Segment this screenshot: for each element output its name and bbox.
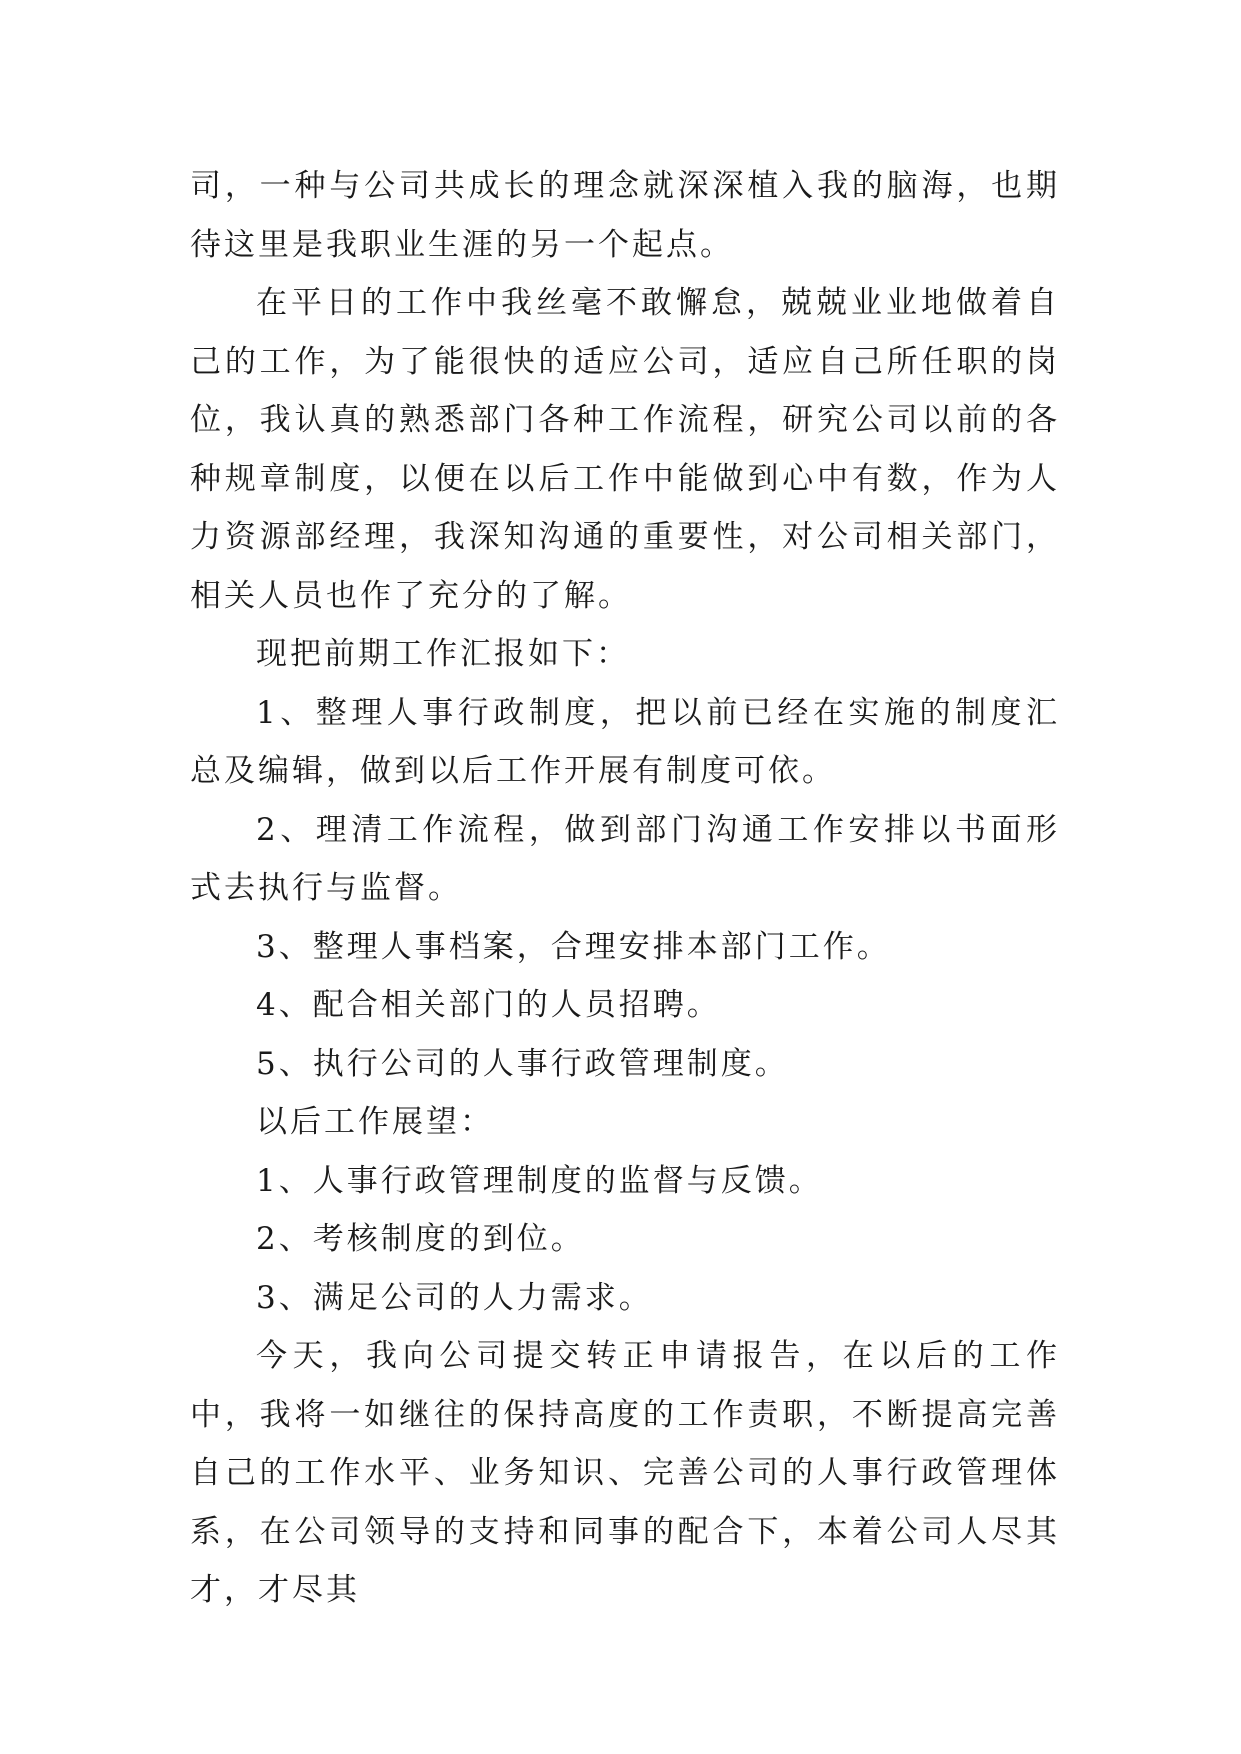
document-body [190, 157, 1060, 1620]
list-item-report-2: 2、理清工作流程，做到部门沟通工作安排以书面形式去执行与监督。 [190, 811, 1060, 906]
paragraph-report-intro: 现把前期工作汇报如下： [256, 636, 630, 672]
list-item-report-1: 1、整理人事行政制度，把以前已经在实施的制度汇总及编辑，做到以后工作开展有制度可依。 [190, 694, 1060, 789]
paragraph-work-attitude: 在平日的工作中我丝毫不敢懈怠，兢兢业业地做着自己的工作，为了能很快的适应公司，适应自己所任职的岗位，我认真的熟悉部门各种工作流程，研究公司以前的各种规章制度，以便在以后工作中能做到心中有数，作为人力资源部经理，我深知沟通的重要性，对公司相关部门，相关人员也作了充分的了解。 [190, 285, 1060, 614]
list-item-report-3: 3、整理人事档案，合理安排本部门工作。 [256, 928, 891, 965]
paragraph-conclusion: 今天，我向公司提交转正申请报告，在以后的工作中，我将一如继往的保持高度的工作责职，不断提高完善自己的工作水平、业务知识、完善公司的人事行政管理体系，在公司领导的支持和同事的配合下，本着公司人尽其才，才尽其 [190, 1338, 1060, 1608]
paragraph-outlook-intro: 以后工作展望： [256, 1104, 494, 1140]
list-item-outlook-3: 3、满足公司的人力需求。 [256, 1279, 653, 1316]
list-item-outlook-1: 1、人事行政管理制度的监督与反馈。 [256, 1162, 823, 1199]
paragraph-continuation: 司，一种与公司共成长的理念就深深植入我的脑海，也期待这里是我职业生涯的另一个起点。 [190, 168, 1060, 263]
list-item-report-5: 5、执行公司的人事行政管理制度。 [256, 1045, 789, 1082]
list-item-outlook-2: 2、考核制度的到位。 [256, 1221, 585, 1257]
list-item-report-4: 4、配合相关部门的人员招聘。 [256, 987, 721, 1023]
